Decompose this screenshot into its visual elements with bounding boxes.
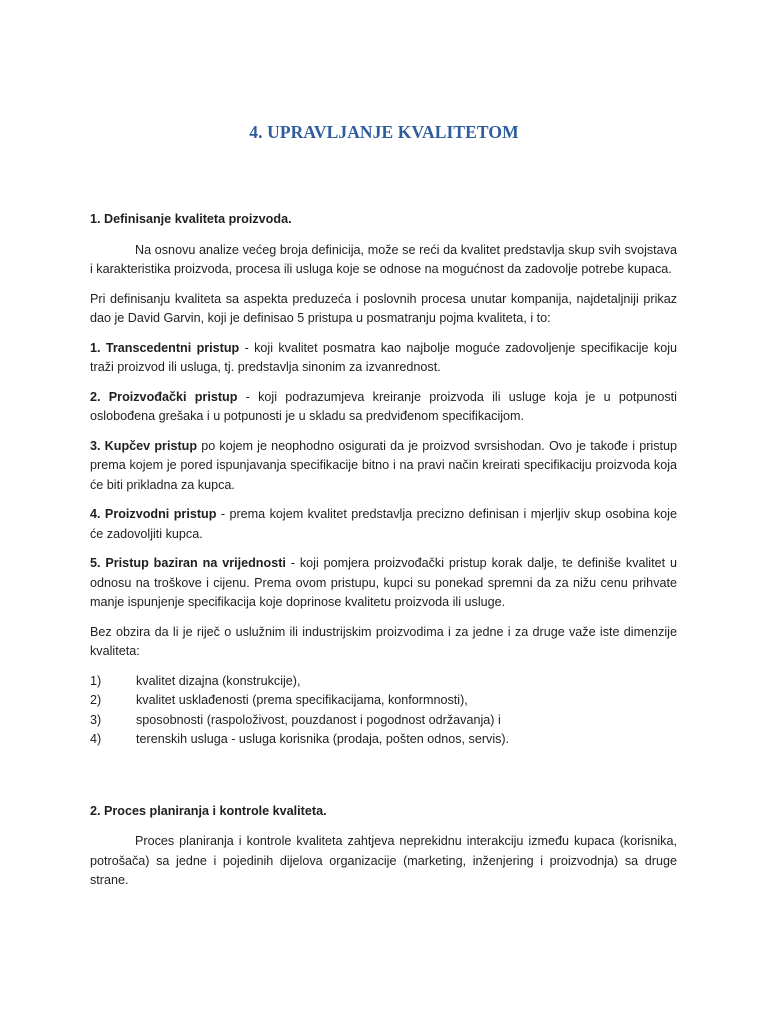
approach-1-text: - koji kvalitet posmatra kao najbolje moguće zadovoljenje specifikacije koju traži proizvod ili usluga, tj. predstavlja sinonim za izvanrednost. bbox=[90, 340, 677, 374]
approach-2-term: 2. Proizvođački pristup bbox=[90, 389, 238, 404]
section-2-heading: 2. Proces planiranja i kontrole kvaliteta. bbox=[90, 803, 327, 818]
approach-4 bbox=[90, 505, 677, 544]
approach-4-term: 4. Proizvodni pristup bbox=[90, 507, 217, 521]
list-item-number: 2) bbox=[90, 693, 102, 707]
list-item-text: sposobnosti (raspoloživost, pouzdanost i pogodnost održavanja) i bbox=[136, 712, 501, 727]
approach-3-term: 3. Kupčev pristup bbox=[90, 438, 198, 453]
list-item-number: 3) bbox=[90, 712, 102, 727]
approach-2 bbox=[90, 388, 677, 427]
approach-4-text: - prema kojem kvalitet predstavlja precizno definisan i mjerljiv skup osobina koje će zadovoljiti kupca. bbox=[90, 507, 677, 541]
approach-1-term: 1. Transcedentni pristup bbox=[90, 340, 240, 355]
section-2-paragraph: Proces planiranja i kontrole kvaliteta zahtjeva neprekidnu interakciju između kupaca (korisnika, potrošača) sa jedne i pojedinih dijelova organizacije (marketing, inženjering i proizvodnja) sa druge strane. bbox=[90, 834, 677, 887]
approach-2-text: - koji podrazumjeva kreiranje proizvoda ili usluge koja je u potpunosti oslobođena grešaka i u potpunosti je u skladu sa predviđenom specifikacijom. bbox=[90, 389, 677, 423]
approach-3 bbox=[90, 437, 677, 496]
intro-paragraph: Na osnovu analize većeg broja definicija, može se reći da kvalitet predstavlja skup svih svojstava i karakteristika proizvoda, procesa ili usluga koje se odnose na mogućnost da zadovolje potrebe kupaca. bbox=[90, 242, 677, 276]
list-item-text: kvalitet dizajna (konstrukcije), bbox=[136, 673, 301, 688]
dimensions-intro: Bez obzira da li je riječ o uslužnim ili industrijskim proizvodima i za jedne i za druge važe iste dimenzije kvaliteta: bbox=[90, 624, 677, 658]
section-gap bbox=[90, 750, 677, 802]
garvin-paragraph: Pri definisanju kvaliteta sa aspekta preduzeća i poslovnih procesa unutar kompanija, najdetaljniji prikaz dao je David Garvin, koji je definisao 5 pristupa u posmatranju pojma kvaliteta, i to: bbox=[90, 291, 677, 325]
list-item bbox=[90, 691, 677, 711]
section-1-heading: 1. Definisanje kvaliteta proizvoda. bbox=[90, 212, 292, 226]
list-item-number: 1) bbox=[90, 673, 102, 688]
dimensions-list bbox=[90, 672, 677, 750]
approach-5 bbox=[90, 554, 677, 613]
approach-1 bbox=[90, 339, 677, 378]
list-item-number: 4) bbox=[90, 732, 102, 746]
list-item-text: kvalitet usklađenosti (prema specifikacijama, konformnosti), bbox=[136, 693, 468, 707]
approach-5-text: - koji pomjera proizvođački pristup korak dalje, te definiše kvalitet u odnosu na troškove i cijenu. Prema ovom pristupu, kupci su ponekad spremni da za nižu cenu prihvate manje ispunjenje specifikacija koje doprinose kvalitetu proizvoda ili usluge. bbox=[90, 556, 677, 609]
document-body bbox=[90, 210, 677, 901]
list-item-text: terenskih usluga - usluga korisnika (prodaja, pošten odnos, servis). bbox=[136, 732, 510, 746]
list-item bbox=[90, 672, 677, 692]
list-item bbox=[90, 730, 677, 750]
approach-5-term: 5. Pristup baziran na vrijednosti bbox=[90, 556, 286, 570]
document-title: 4. UPRAVLJANJE KVALITETOM bbox=[249, 122, 519, 142]
approach-3-text: po kojem je neophodno osigurati da je proizvod svrsishodan. Ovo je takođe i pristup prema kojem je pored ispunjavanja specifikacije bitno i na pravi način kreirati specifikaciju proizvoda koja će biti prikladna za kupca. bbox=[90, 438, 677, 492]
list-item bbox=[90, 711, 677, 731]
